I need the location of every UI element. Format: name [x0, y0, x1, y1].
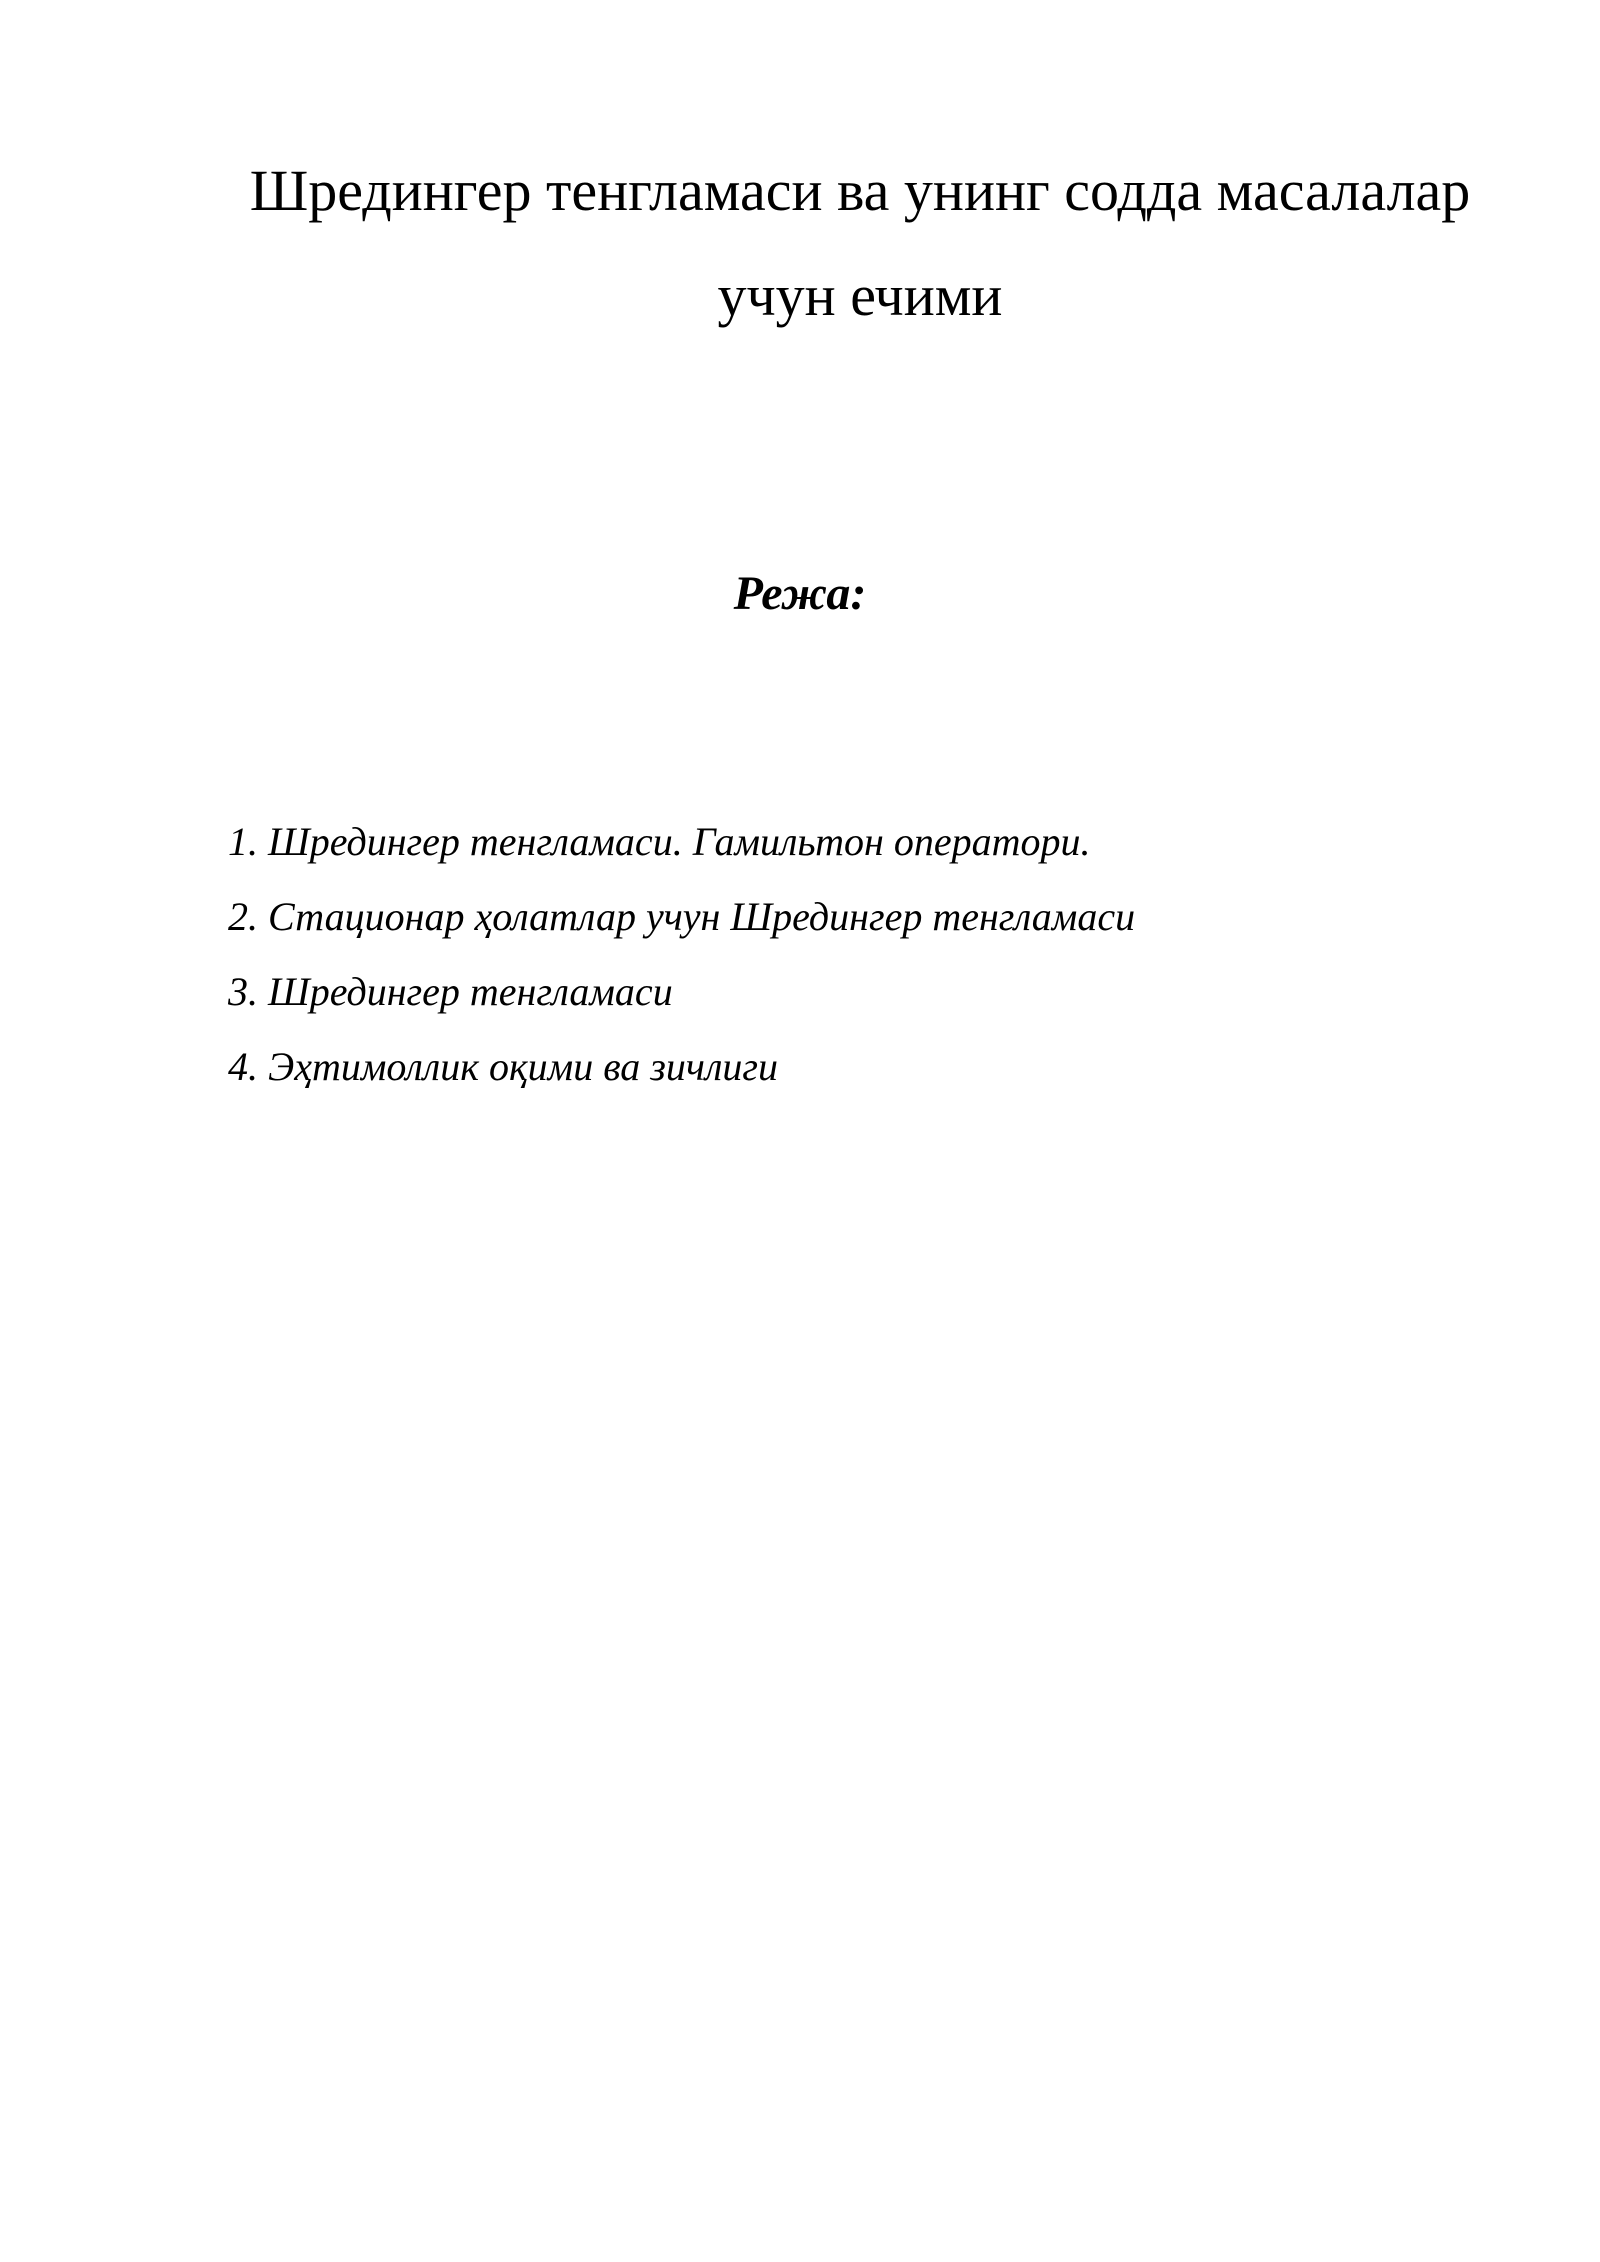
plan-item-number: 1.: [228, 819, 258, 864]
plan-item-1: [228, 819, 1135, 897]
plan-heading: Режа:: [733, 567, 867, 620]
plan-item-number: 2.: [228, 894, 258, 939]
document-title-line-2: учун ечими: [717, 263, 1003, 328]
plan-item-4: [228, 1044, 1135, 1122]
plan-item-text: Шредингер тенгламаси. Гамильтон оператори.: [268, 819, 1091, 864]
plan-item-text: Шредингер тенгламаси: [268, 969, 673, 1014]
plan-list: [228, 819, 1136, 1122]
plan-item-number: 4.: [228, 1044, 258, 1089]
plan-item-3: [228, 969, 1135, 1047]
plan-item-number: 3.: [228, 969, 258, 1014]
plan-item-2: [228, 894, 1136, 972]
document-title-line-1: Шредингер тенгламаси ва унинг содда масалалар: [249, 158, 1471, 223]
plan-item-text: Стационар ҳолатлар учун Шредингер тенгламаси: [268, 894, 1136, 939]
plan-item-text: Эҳтимоллик оқими ва зичлиги: [268, 1044, 779, 1089]
